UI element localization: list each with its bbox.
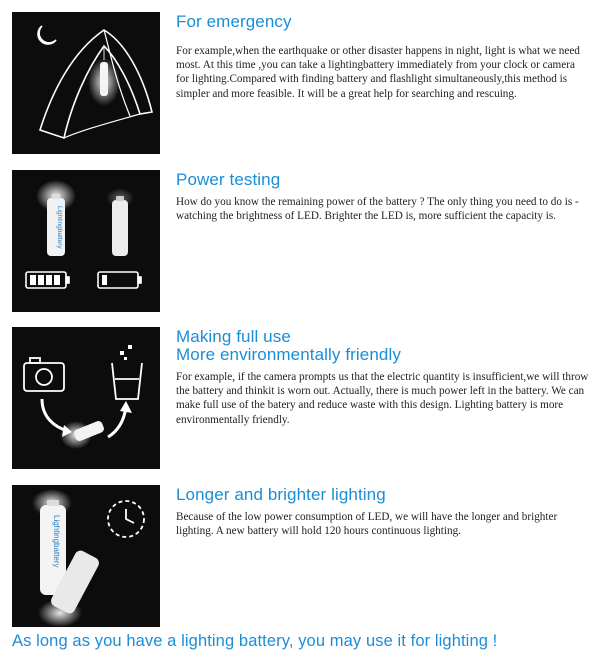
glass-icon: [112, 363, 142, 399]
battery-label: Lightingbattery: [52, 515, 61, 568]
longer-lighting-image: [12, 485, 160, 627]
full-use-image: [12, 327, 160, 469]
battery-icon: [112, 200, 128, 256]
lighting-illustration: [12, 485, 160, 627]
moon-icon: [38, 26, 56, 44]
clock-icon: [108, 501, 144, 537]
power-testing-image: [12, 170, 160, 312]
battery-label: Lightingbattery: [56, 206, 63, 249]
body-emergency: For example,when the earthquake or other disaster happens in night, light is what we need most. At this time ,you can take a lightingbattery immediately from your clock or camera for lighting.Compared with finding battery and flashlight simultaneously,this method is simpler and more feasible. It will be a great help for searching and rescuing.: [176, 45, 580, 100]
emergency-image: [12, 12, 160, 154]
heading-power-testing: Power testing: [176, 170, 281, 189]
body-longer-lighting: Because of the low power consumption of LED, we will have the longer and brighter lighting. A new battery will hold 120 hours continuous lighting.: [176, 511, 558, 538]
body-full-use: For example, if the camera prompts us that the electric quantity is insufficient,we will throw the battery and thinkit is worn out. Actually, there is much power left in the battery. We can make full use of the batery and reduce waste with this design. Lighting battery is more environmentally friendly.: [176, 371, 589, 426]
tent-illustration: [12, 12, 160, 154]
heading-emergency: For emergency: [176, 12, 292, 31]
heading-full-use-line2: More environmentally friendly: [176, 345, 401, 364]
body-power-testing: How do you know the remaining power of the battery ? The only thing you need to do is - watching the brightness of LED. Brighter the LED is, more sufficient the capacity is.: [176, 196, 579, 223]
batteries-illustration: [12, 170, 160, 312]
battery-icon: [100, 62, 108, 96]
camera-icon: [24, 358, 64, 391]
footer-tagline: As long as you have a lighting battery, you may use it for lighting !: [12, 632, 498, 650]
heading-full-use-line1: Making full use: [176, 327, 291, 346]
heading-longer-lighting: Longer and brighter lighting: [176, 485, 386, 504]
recycle-illustration: [12, 327, 160, 469]
